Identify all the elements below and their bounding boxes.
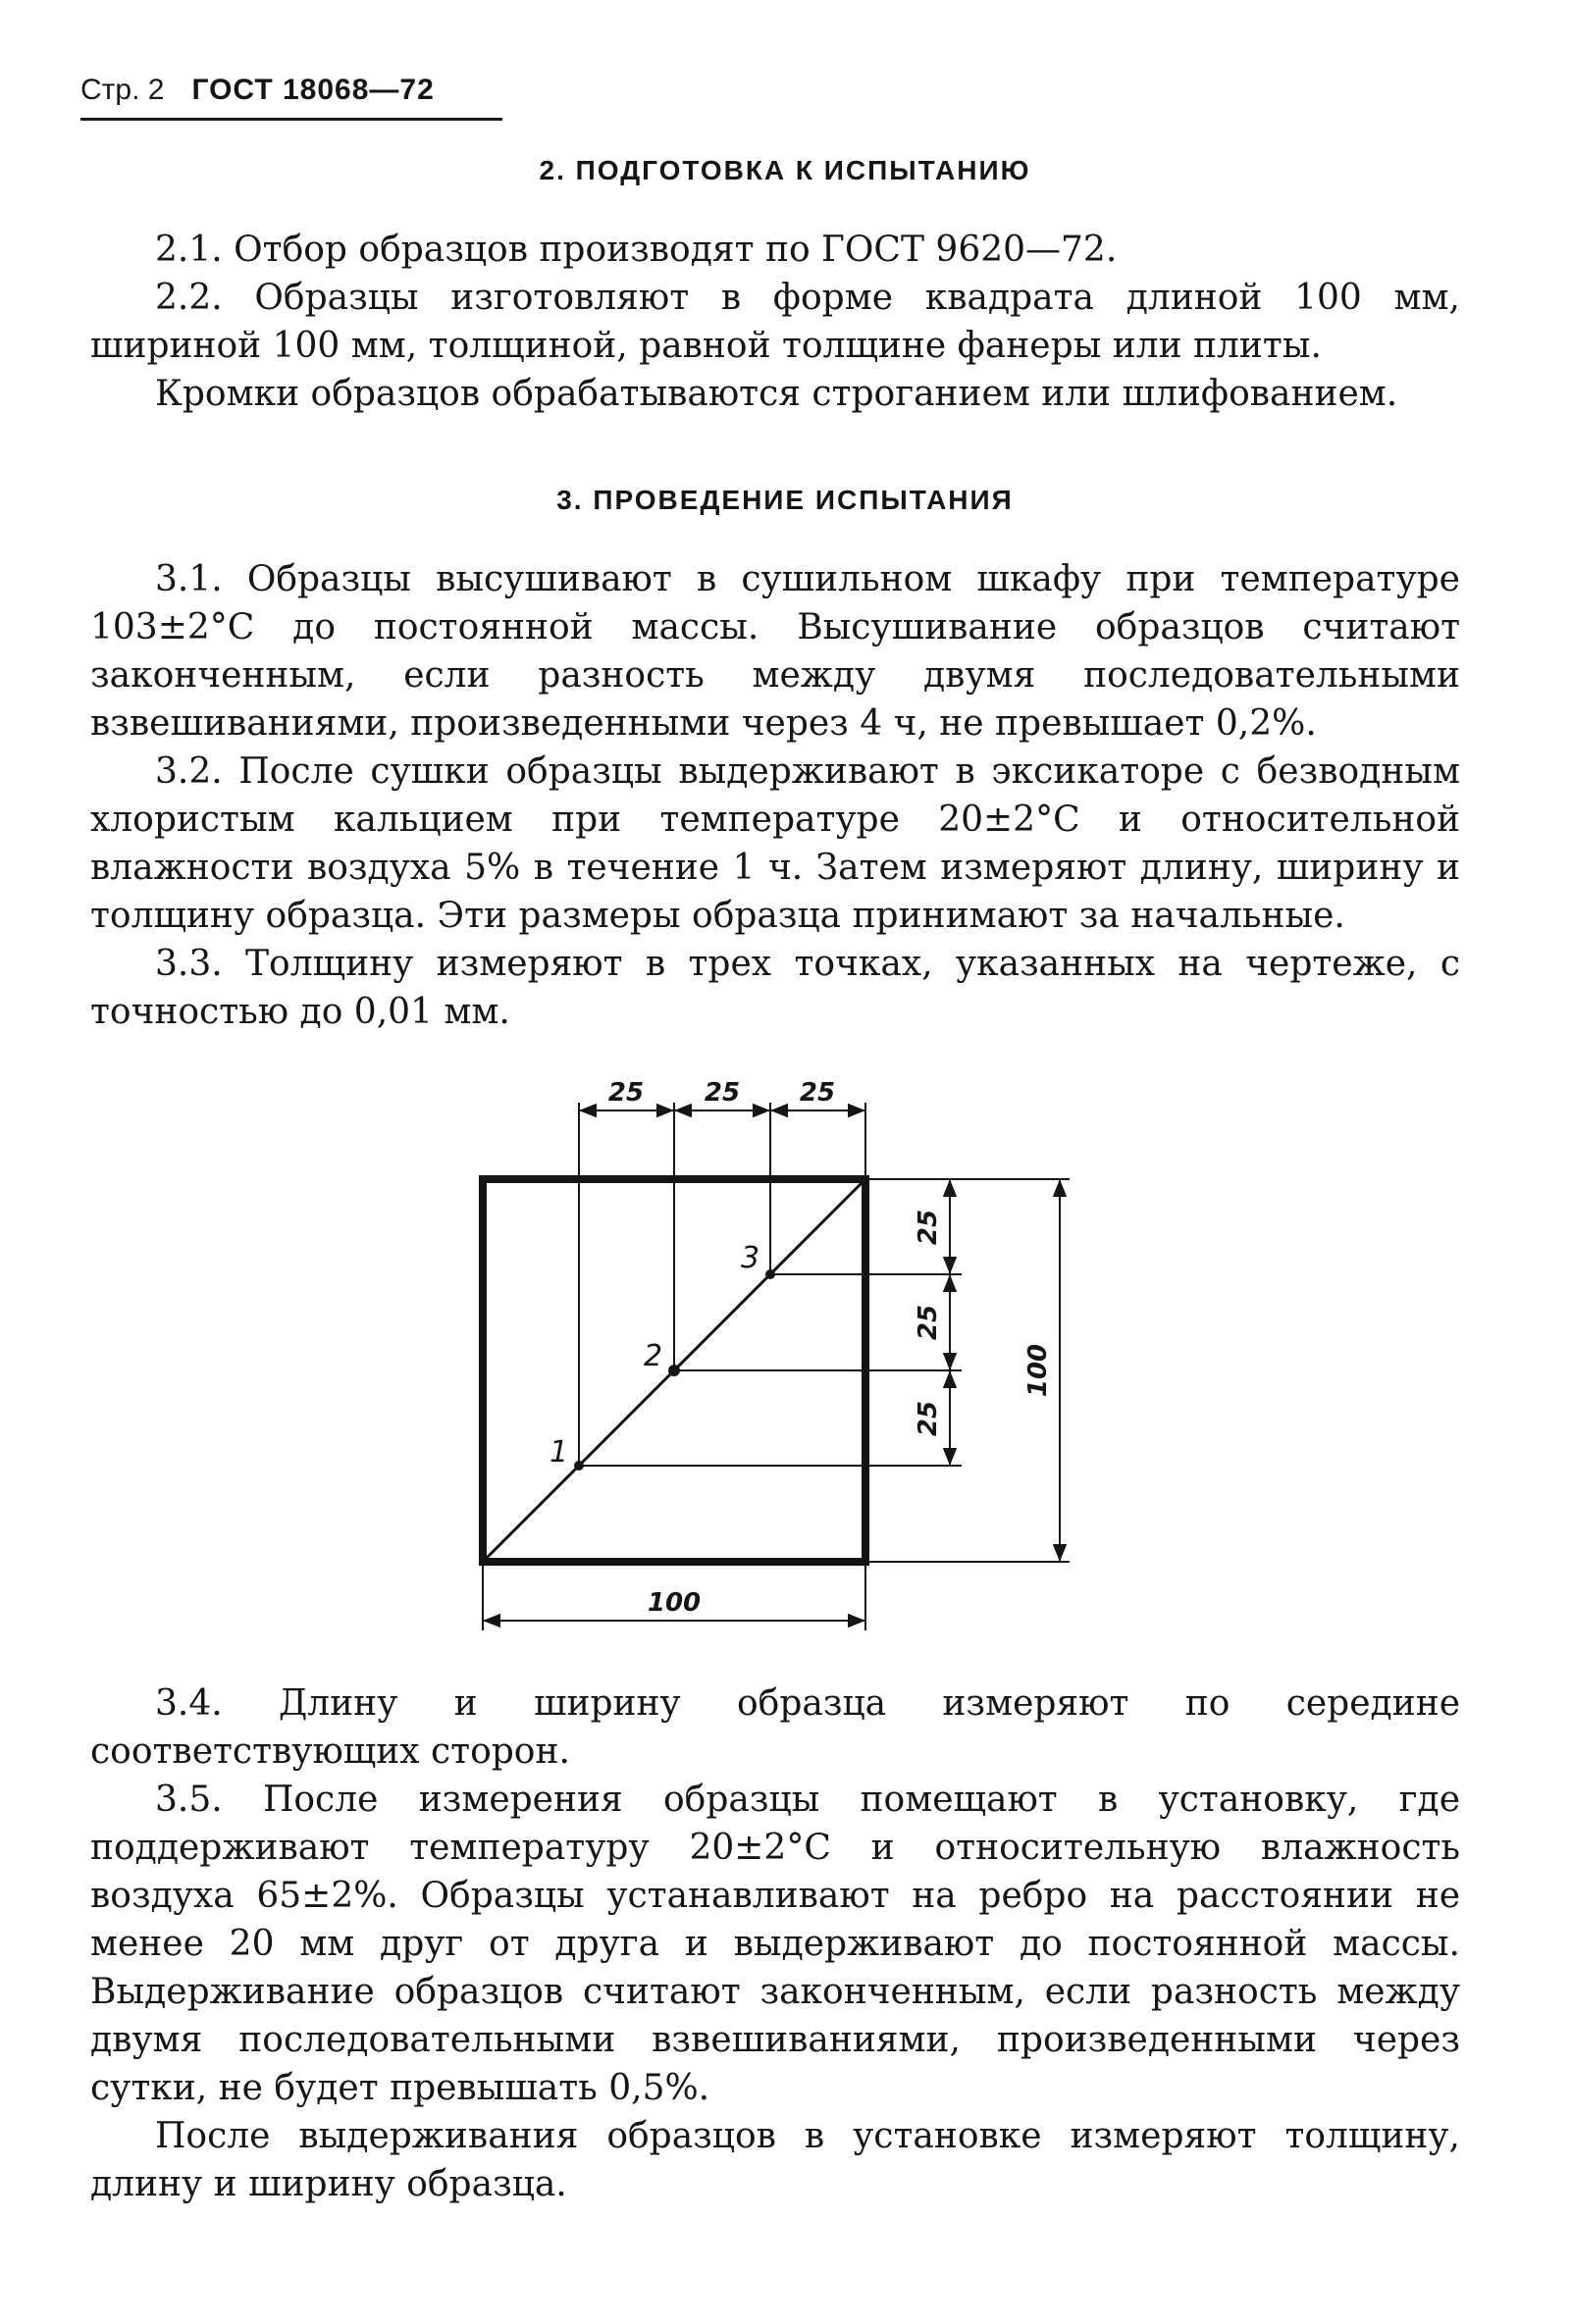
right-dim-label-1: 25 <box>914 1209 943 1246</box>
right-dim-label-3: 25 <box>914 1400 943 1437</box>
measurement-point-1 <box>574 1461 584 1471</box>
paragraph-3-3: 3.3. Толщину измеряют в трех точках, указанных на чертеже, с точностью до 0,01 мм. <box>90 944 1460 1032</box>
paragraph-3-2: 3.2. После сушки образцы выдерживают в эксикаторе с безводным хлористым кальцием при температуре 20±2°С и относительной влажности воздуха 5% в течение 1 ч. Затем измеряют длину, ширину и толщину образца. Эти размеры образца принимают за начальные. <box>90 751 1460 936</box>
point-label-1: 1 <box>550 1435 569 1470</box>
section-2-heading: 2. ПОДГОТОВКА К ИСПЫТАНИЮ <box>539 155 1031 185</box>
overall-width-label: 100 <box>647 1588 702 1618</box>
right-dim-label-2: 25 <box>914 1304 943 1341</box>
measurement-diagram <box>471 1063 1079 1652</box>
measurement-point-2 <box>668 1365 680 1376</box>
paragraph-2-2: 2.2. Образцы изготовляют в форме квадрата длиной 100 мм, шириной 100 мм, толщиной, равной толщине фанеры или плиты. <box>90 278 1460 366</box>
top-dim-label-2: 25 <box>704 1078 741 1108</box>
paragraph-3-4: 3.4. Длину и ширину образца измеряют по середине соответствующих сторон. <box>90 1683 1460 1772</box>
paragraph-2-1: 2.1. Отбор образцов производят по ГОСТ 9620—72. <box>155 230 1118 270</box>
paragraph-3-5-after: После выдерживания образцов в установке измеряют толщину, длину и ширину образца. <box>90 2116 1460 2204</box>
overall-height-label: 100 <box>1023 1343 1053 1398</box>
standard-number: ГОСТ 18068—72 <box>191 74 435 106</box>
paragraph-3-5: 3.5. После измерения образцы помещают в установку, где поддерживают температуру 20±2°С и относительную влажность воздуха 65±2%. Образцы устанавливают на ребро на расстоянии не менее 20 мм друг от друга и выдерживают до постоянной массы. Выдерживание образцов считают законченным, если разность между двумя последовательными взвешиваниями, произведенными через сутки, не будет превышать 0,5%. <box>90 1780 1460 2108</box>
point-label-2: 2 <box>644 1339 663 1373</box>
page-header <box>80 63 502 121</box>
measurement-point-3 <box>765 1269 775 1279</box>
measurement-diagram-svg <box>471 1063 1079 1652</box>
top-dim-label-1: 25 <box>607 1078 645 1108</box>
top-dim-label-3: 25 <box>799 1078 836 1108</box>
paragraph-3-1: 3.1. Образцы высушивают в сушильном шкафу при температуре 103±2°С до постоянной массы. Высушивание образцов считают законченным, если разность между двумя последовательными взвешиваниями, произведенными через 4 ч, не превышает 0,2%. <box>90 559 1460 744</box>
point-label-3: 3 <box>741 1241 760 1275</box>
section-3-heading: 3. ПРОВЕДЕНИЕ ИСПЫТАНИЯ <box>556 485 1014 515</box>
page-number: Стр. 2 <box>80 74 165 106</box>
paragraph-2-2-edges: Кромки образцов обрабатываются строганием или шлифованием. <box>155 374 1398 414</box>
